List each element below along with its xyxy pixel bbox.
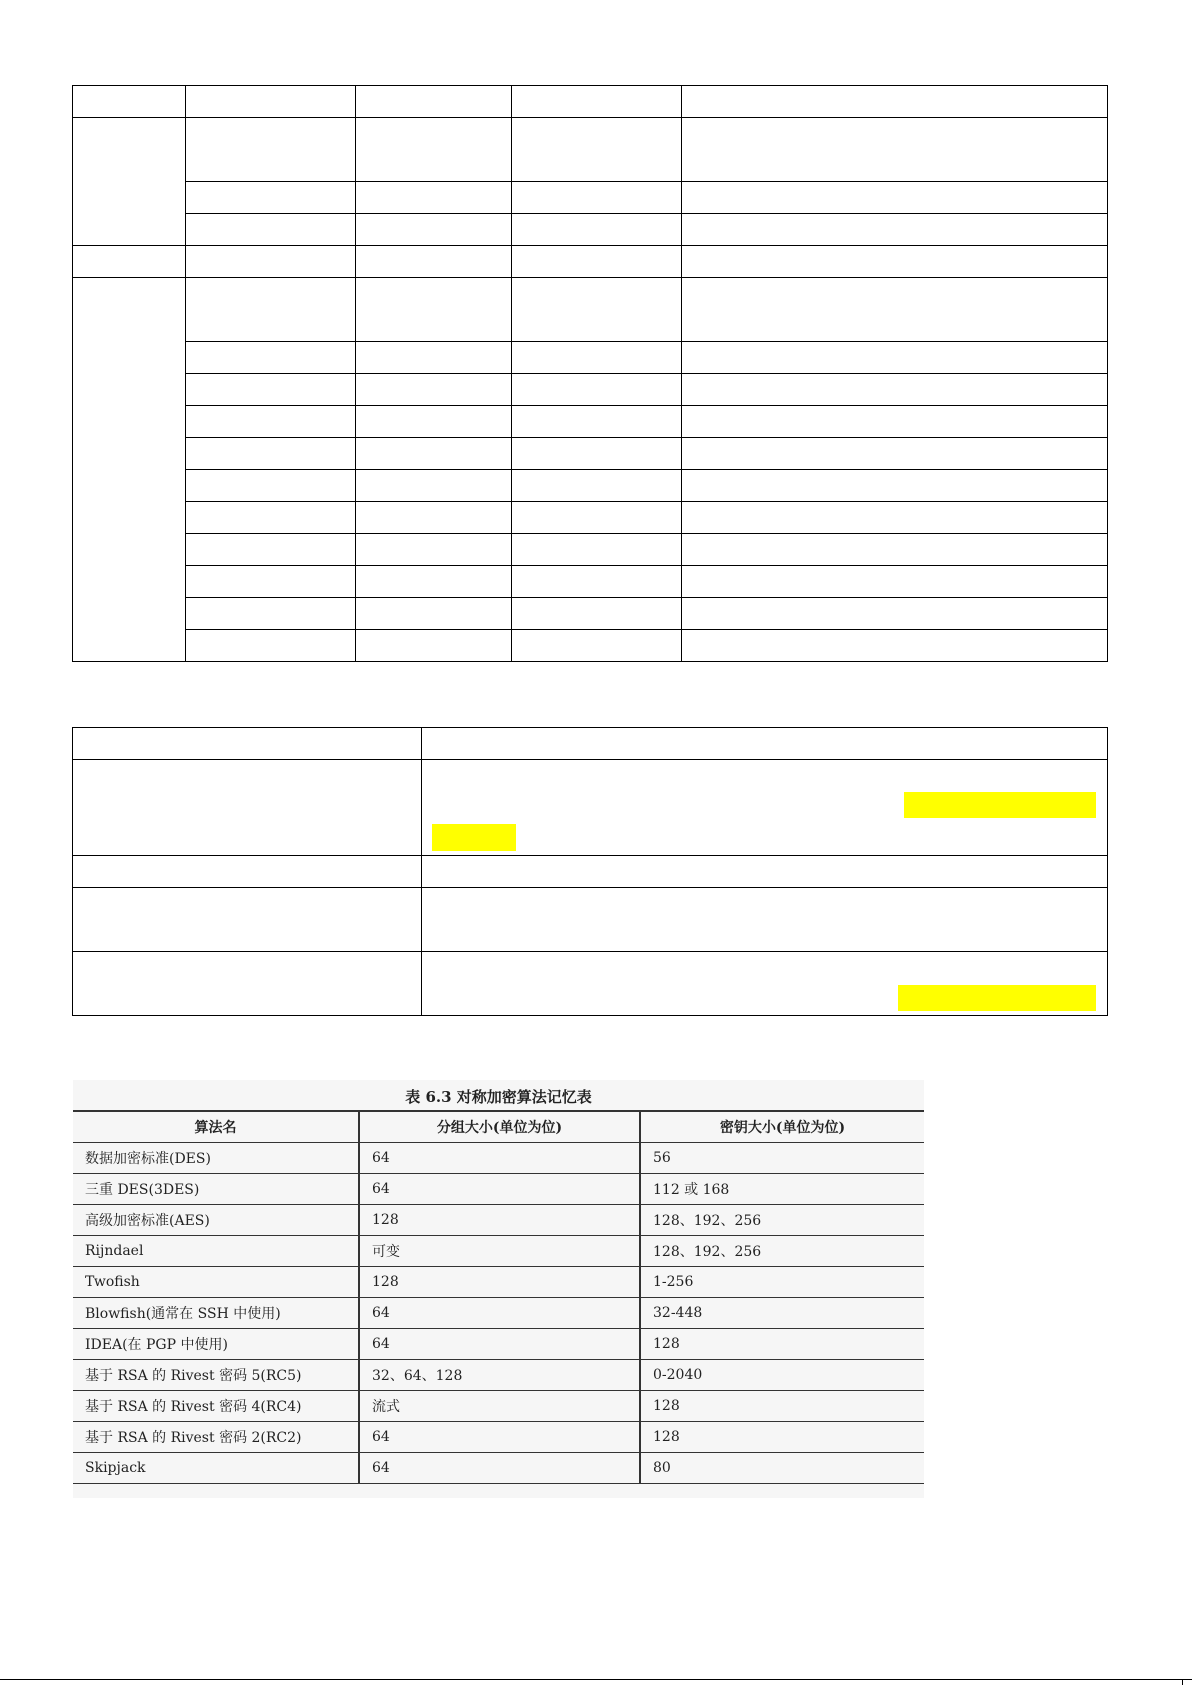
table-row bbox=[73, 1391, 924, 1422]
header-block-size: 分组大小(单位为位) bbox=[359, 1111, 640, 1143]
algorithm-cell: 高级加密标准(AES) bbox=[73, 1205, 359, 1236]
highlight-mark bbox=[898, 985, 1096, 1011]
grid-row bbox=[73, 888, 1108, 952]
algorithm-cell: IDEA(在 PGP 中使用) bbox=[73, 1329, 359, 1360]
algorithm-cell: Twofish bbox=[73, 1267, 359, 1298]
scanned-table-figure bbox=[73, 1080, 924, 1498]
block-size-cell: 64 bbox=[359, 1329, 640, 1360]
key-size-cell: 32-448 bbox=[640, 1298, 924, 1329]
algorithm-cell: 基于 RSA 的 Rivest 密码 4(RC4) bbox=[73, 1391, 359, 1422]
grid-row bbox=[73, 86, 1108, 118]
blank-mode-grid bbox=[72, 727, 1108, 1016]
table-row bbox=[73, 1174, 924, 1205]
block-size-cell: 64 bbox=[359, 1422, 640, 1453]
block-size-cell: 64 bbox=[359, 1298, 640, 1329]
table-row bbox=[73, 1267, 924, 1298]
page-corner-tick bbox=[1182, 1679, 1183, 1685]
block-size-cell: 流式 bbox=[359, 1391, 640, 1422]
grid-row bbox=[73, 182, 1108, 214]
grid-row bbox=[73, 246, 1108, 278]
table-row bbox=[73, 1453, 924, 1484]
algorithm-cell: 数据加密标准(DES) bbox=[73, 1143, 359, 1174]
block-size-cell: 128 bbox=[359, 1267, 640, 1298]
grid-row bbox=[73, 470, 1108, 502]
block-size-cell: 32、64、128 bbox=[359, 1360, 640, 1391]
table-row bbox=[73, 1236, 924, 1267]
algorithm-cell: 基于 RSA 的 Rivest 密码 2(RC2) bbox=[73, 1422, 359, 1453]
table-row bbox=[73, 1143, 924, 1174]
key-size-cell: 80 bbox=[640, 1453, 924, 1484]
table-caption: 表 6.3 对称加密算法记忆表 bbox=[405, 1088, 592, 1106]
table-row bbox=[73, 1298, 924, 1329]
grid-row bbox=[73, 566, 1108, 598]
grid-row bbox=[73, 406, 1108, 438]
grid-row bbox=[73, 502, 1108, 534]
key-size-cell: 56 bbox=[640, 1143, 924, 1174]
grid-row bbox=[73, 342, 1108, 374]
key-size-cell: 112 或 168 bbox=[640, 1174, 924, 1205]
grid-row bbox=[73, 534, 1108, 566]
algorithm-cell: 三重 DES(3DES) bbox=[73, 1174, 359, 1205]
grid-row bbox=[73, 598, 1108, 630]
block-size-cell: 64 bbox=[359, 1453, 640, 1484]
block-size-cell: 128 bbox=[359, 1205, 640, 1236]
algorithm-cell: Rijndael bbox=[73, 1236, 359, 1267]
algorithm-cell: 基于 RSA 的 Rivest 密码 5(RC5) bbox=[73, 1360, 359, 1391]
key-size-cell: 128、192、256 bbox=[640, 1236, 924, 1267]
table-row bbox=[73, 1360, 924, 1391]
key-size-cell: 1-256 bbox=[640, 1267, 924, 1298]
highlight-mark bbox=[432, 824, 516, 851]
key-size-cell: 0-2040 bbox=[640, 1360, 924, 1391]
table-row bbox=[73, 1422, 924, 1453]
grid-row bbox=[73, 374, 1108, 406]
grid-row bbox=[73, 630, 1108, 662]
key-size-cell: 128 bbox=[640, 1329, 924, 1360]
key-size-cell: 128 bbox=[640, 1391, 924, 1422]
key-size-cell: 128 bbox=[640, 1422, 924, 1453]
grid-row bbox=[73, 856, 1108, 888]
grid-row bbox=[73, 214, 1108, 246]
algorithm-cell: Blowfish(通常在 SSH 中使用) bbox=[73, 1298, 359, 1329]
header-key-size: 密钥大小(单位为位) bbox=[640, 1111, 924, 1143]
grid-row bbox=[73, 438, 1108, 470]
algorithm-cell: Skipjack bbox=[73, 1453, 359, 1484]
page-bottom-rule bbox=[0, 1679, 1192, 1680]
key-size-cell: 128、192、256 bbox=[640, 1205, 924, 1236]
table-header-row bbox=[73, 1111, 924, 1143]
grid-row bbox=[73, 278, 1108, 342]
header-algorithm: 算法名 bbox=[73, 1111, 359, 1143]
block-size-cell: 64 bbox=[359, 1143, 640, 1174]
grid-row bbox=[73, 728, 1108, 760]
grid-row bbox=[73, 118, 1108, 182]
block-size-cell: 可变 bbox=[359, 1236, 640, 1267]
block-size-cell: 64 bbox=[359, 1174, 640, 1205]
table-row bbox=[73, 1205, 924, 1236]
blank-algorithm-grid bbox=[72, 85, 1108, 662]
highlight-mark bbox=[904, 792, 1096, 818]
table-row bbox=[73, 1329, 924, 1360]
symmetric-algorithm-table bbox=[73, 1110, 924, 1484]
